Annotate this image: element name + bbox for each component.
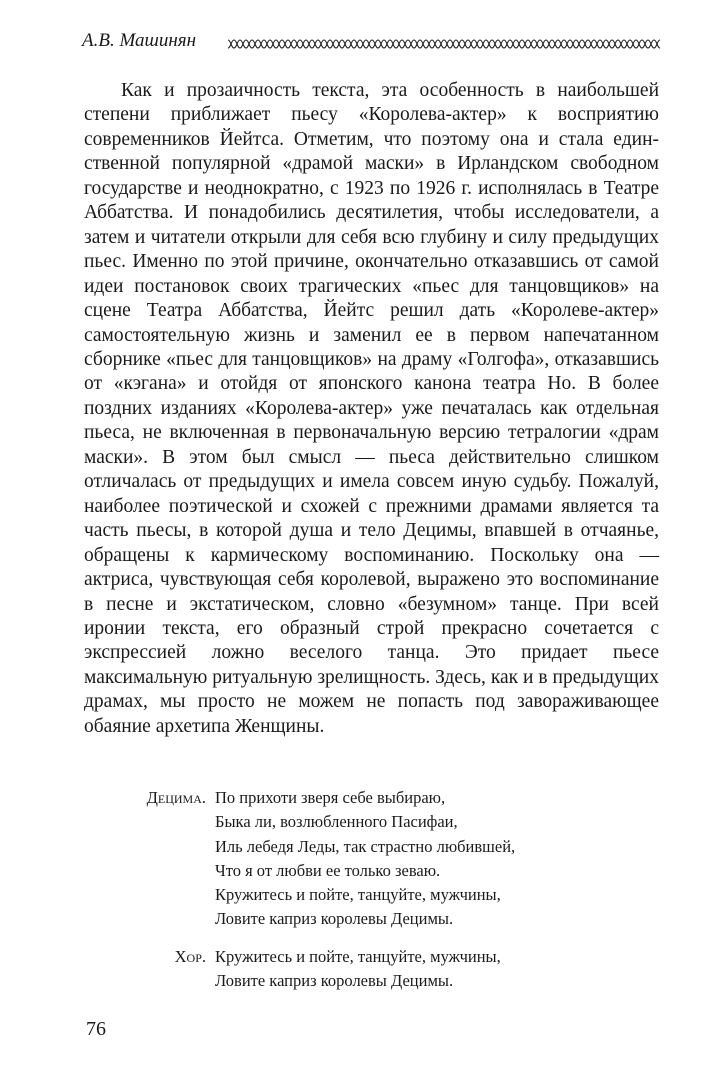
body-paragraph: Как и прозаичность текста, эта особенность в наибольшей степени приближает пьесу «Королева-актер» к восприятию современников Йейтса. Отметим, что поэтому она и стала единственной популярной «драмой маски» в Ирландском свободном государстве и неоднократно, с 1923 по 1926 г. исполнялась в Театре Аббатства. И понадобились десятилетия, чтобы исследователи, а затем и читатели открыли для себя всю глубину и силу предыдущих пьес. Именно по этой причине, окончательно отказавшись от самой идеи постановок своих трагических «пьес для танцовщиков» на сцене Театра Аббатства, Йейтс решил дать «Королеве-актер» самостоятельную жизнь и заменил ее в первом напечатанном сборнике «пьес для танцовщиков» на драму «Голгофа», отказавшись от «кэгана» и отойдя от японского канона театра Но. В более поздних изданиях «Королева-актер» уже печаталась как отдельная пьеса, не включенная в первоначальную версию тетралогии «драм маски». В этом был смысл — пьеса действительно слишком отличалась от предыдущих и имела совсем иную судьбу. Пожалуй, наиболее поэтической и схожей с прежними драмами является та часть пьесы, в которой душа и тело Децимы, впавшей в отчаянье, обращены к кармическому воспоминанию. Поскольку она — актриса, чувствующая себя королевой, выражено это воспоминание в песне и экстатическом, словно «безумном» танце. При всей иронии текста, его образный строй прекрасно сочетается с экспрессией ложно веселого танца. Это придает пьесе максимальную ритуальную зрелищность. Здесь, как и в предыдущих драмах, мы просто не можем не попасть под завораживающее обаяние архетипа Женщины. [84,80,659,737]
verse-line: Ловите каприз королевы Децимы. [215,971,454,991]
verse-line: Что я от любви ее только зеваю. [215,860,441,880]
running-header [82,30,662,58]
running-header-author: А.В. Машинян [82,30,197,51]
verse-line: Ловите каприз королевы Децимы. [215,909,454,929]
braided-rule-ornament-icon [228,36,660,52]
verse-line: Быка ли, возлюбленного Пасифаи, [215,812,458,832]
verse-line: По прихоти зверя себе выбираю, [215,788,446,807]
page-number: 76 [86,1018,106,1040]
verse-line: Кружитесь и пойте, танцуйте, мужчины, [215,947,501,966]
verse-lines [215,786,655,932]
speaker-name: Хор. [174,947,206,966]
verse-line: Кружитесь и пойте, танцуйте, мужчины, [215,885,501,905]
verse-line: Иль лебедя Леды, так страстно любившей, [215,836,516,856]
speaker-name: Децима. [146,788,206,807]
verse-lines [215,945,655,994]
